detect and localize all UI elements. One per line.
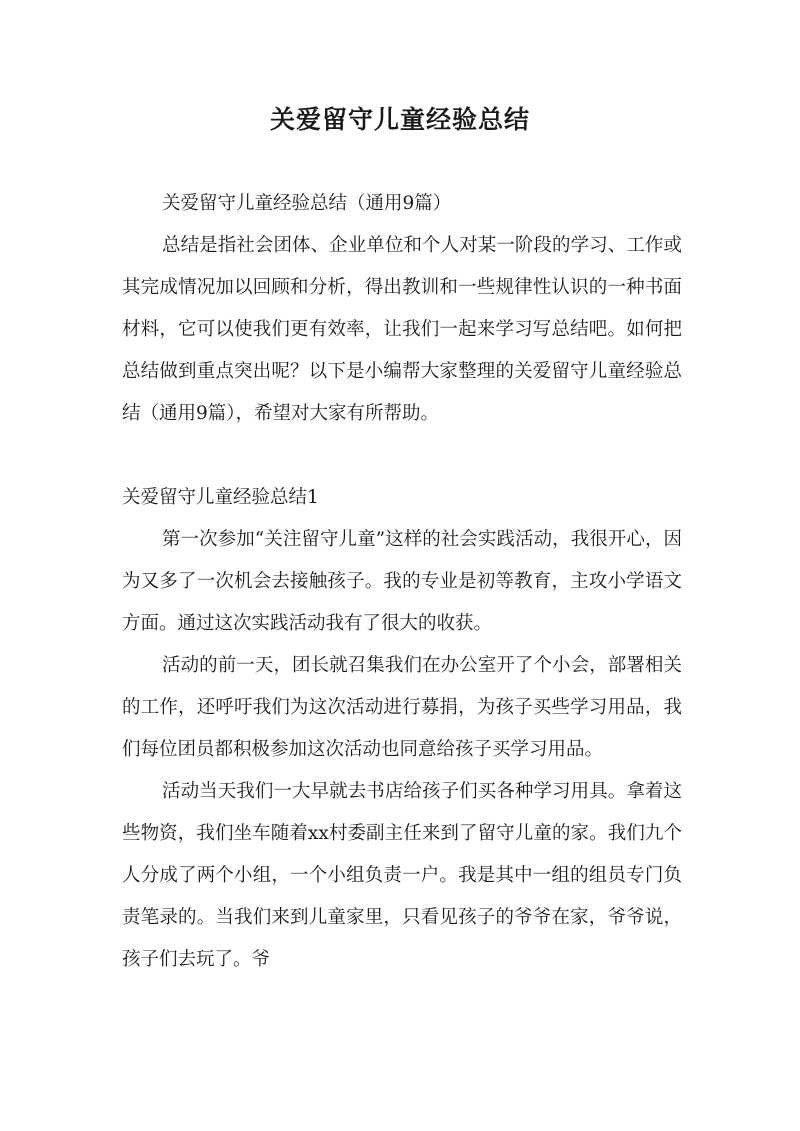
document-subtitle: 关爱留守儿童经验总结（通用9篇） [162,193,452,214]
document-body [122,183,682,981]
document-title: 关爱留守儿童经验总结 [269,105,530,134]
body-paragraph-3: 活动当天我们一大早就去书店给孩子们买各种学习用具。拿着这些物资，我们坐车随着xx村委副主任来到了留守儿童的家。我们九个人分成了两个小组，一个小组负责一户。我是其中一组的组员专门负责笔录的。当我们来到儿童家里，只看见孩子的爷爷在家，爷爷说，孩子们去玩了。爷 [122,781,682,970]
body-paragraph-1: 第一次参加“关注留守儿童”这样的社会实践活动，我很开心，因为又多了一次机会去接触孩子。我的专业是初等教育，主攻小学语文方面。通过这次实践活动我有了很大的收获。 [122,529,682,634]
body-paragraph-2: 活动的前一天，团长就召集我们在办公室开了个小会，部署相关的工作，还呼吁我们为这次活动进行募捐，为孩子买些学习用品，我们每位团员都积极参加这次活动也同意给孩子买学习用品。 [122,655,682,760]
section-title: 关爱留守儿童经验总结1 [122,487,319,508]
intro-paragraph: 总结是指社会团体、企业单位和个人对某一阶段的学习、工作或其完成情况加以回顾和分析，得出教训和一些规律性认识的一种书面材料，它可以使我们更有效率，让我们一起来学习写总结吧。如何把总结做到重点突出呢？以下是小编帮大家整理的关爱留守儿童经验总结（通用9篇），希望对大家有所帮助。 [122,235,682,424]
